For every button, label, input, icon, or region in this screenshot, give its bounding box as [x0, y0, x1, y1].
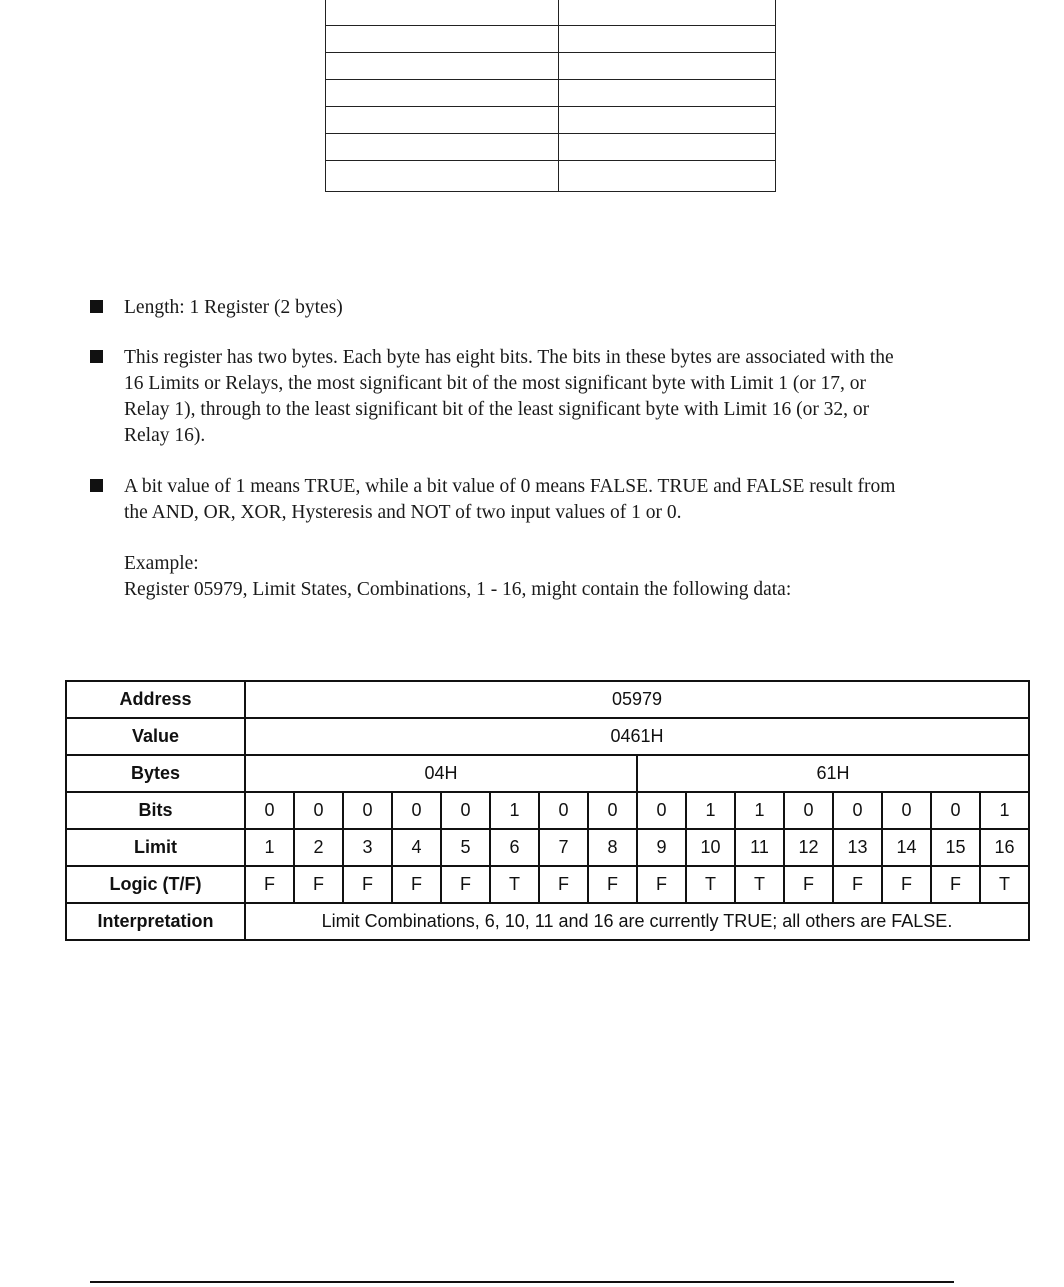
register-data-table [65, 680, 1030, 941]
limit-cell: 10 [686, 829, 735, 866]
logic-cell: F [294, 866, 343, 903]
logic-label: Logic (T/F) [66, 866, 245, 903]
square-bullet-icon [90, 300, 103, 313]
bit-cell: 0 [392, 792, 441, 829]
table-cell [559, 107, 776, 134]
table-row [326, 80, 776, 107]
bullet-bit-values [90, 474, 1010, 526]
table-row-logic [66, 866, 1029, 903]
bit-cell: 0 [588, 792, 637, 829]
square-bullet-icon [90, 350, 103, 363]
logic-cell: F [245, 866, 294, 903]
limit-cell: 15 [931, 829, 980, 866]
top-empty-table [325, 0, 776, 192]
bit-cell: 0 [294, 792, 343, 829]
table-row [326, 107, 776, 134]
logic-cell: F [637, 866, 686, 903]
table-cell [559, 53, 776, 80]
table-cell [326, 161, 559, 192]
bit-cell: 0 [931, 792, 980, 829]
bullet-text [124, 345, 1010, 449]
bit-cell: 0 [539, 792, 588, 829]
logic-cell: T [490, 866, 539, 903]
bit-cell: 1 [980, 792, 1029, 829]
table-row [326, 161, 776, 192]
table-cell [559, 26, 776, 53]
limit-cell: 16 [980, 829, 1029, 866]
table-cell [326, 80, 559, 107]
table-row [326, 0, 776, 26]
footer-rule [90, 1281, 954, 1283]
text-line: Relay 16). [124, 425, 206, 446]
bullet-bytes [90, 345, 1010, 449]
logic-cell: T [735, 866, 784, 903]
limit-cell: 11 [735, 829, 784, 866]
limit-cell: 3 [343, 829, 392, 866]
logic-cell: F [882, 866, 931, 903]
example-text: Register 05979, Limit States, Combinations, 1 - 16, might contain the following data: [124, 579, 792, 600]
table-cell [559, 134, 776, 161]
table-row-bits [66, 792, 1029, 829]
square-bullet-icon [90, 479, 103, 492]
bullet-text: Length: 1 Register (2 bytes) [124, 297, 343, 318]
address-label: Address [66, 681, 245, 718]
limit-cell: 9 [637, 829, 686, 866]
logic-cell: F [784, 866, 833, 903]
logic-cell: T [686, 866, 735, 903]
limit-cell: 5 [441, 829, 490, 866]
table-row-interpretation [66, 903, 1029, 940]
table-row-bytes [66, 755, 1029, 792]
bullet-text [124, 474, 1010, 526]
example-paragraph [124, 551, 1024, 603]
logic-cell: F [833, 866, 882, 903]
limit-cell: 1 [245, 829, 294, 866]
bit-cell: 0 [637, 792, 686, 829]
bullet-length [90, 295, 1010, 321]
bit-cell: 0 [833, 792, 882, 829]
table-row-value [66, 718, 1029, 755]
bit-cell: 0 [343, 792, 392, 829]
table-row-address [66, 681, 1029, 718]
limit-cell: 6 [490, 829, 539, 866]
logic-cell: F [539, 866, 588, 903]
table-cell [326, 134, 559, 161]
text-line: Relay 1), through to the least significant bit of the least significant byte with Limit 16 (or 32, or [124, 399, 870, 420]
byte-high: 04H [245, 755, 637, 792]
logic-cell: F [441, 866, 490, 903]
example-label: Example: [124, 553, 199, 574]
interpretation-value: Limit Combinations, 6, 10, 11 and 16 are currently TRUE; all others are FALSE. [245, 903, 1029, 940]
text-line: 16 Limits or Relays, the most significant bit of the most significant byte with Limit 1 (or 17, or [124, 373, 866, 394]
logic-cell: F [343, 866, 392, 903]
bit-cell: 0 [441, 792, 490, 829]
bit-cell: 0 [245, 792, 294, 829]
bit-cell: 1 [490, 792, 539, 829]
text-line: This register has two bytes. Each byte has eight bits. The bits in these bytes are associated with the [124, 347, 894, 368]
bits-label: Bits [66, 792, 245, 829]
logic-cell: F [931, 866, 980, 903]
text-line: the AND, OR, XOR, Hysteresis and NOT of two input values of 1 or 0. [124, 502, 682, 523]
table-row [326, 53, 776, 80]
table-cell [559, 161, 776, 192]
address-value: 05979 [245, 681, 1029, 718]
table-row [326, 26, 776, 53]
limit-cell: 13 [833, 829, 882, 866]
table-cell [326, 0, 559, 26]
logic-cell: T [980, 866, 1029, 903]
bit-cell: 0 [882, 792, 931, 829]
table-cell [326, 26, 559, 53]
text-line: A bit value of 1 means TRUE, while a bit value of 0 means FALSE. TRUE and FALSE result from [124, 476, 896, 497]
limit-cell: 4 [392, 829, 441, 866]
table-cell [559, 0, 776, 26]
bit-cell: 1 [735, 792, 784, 829]
interpretation-label: Interpretation [66, 903, 245, 940]
logic-cell: F [588, 866, 637, 903]
limit-cell: 12 [784, 829, 833, 866]
value-value: 0461H [245, 718, 1029, 755]
limit-cell: 14 [882, 829, 931, 866]
limit-cell: 7 [539, 829, 588, 866]
logic-cell: F [392, 866, 441, 903]
table-cell [326, 107, 559, 134]
table-row-limit [66, 829, 1029, 866]
limit-cell: 8 [588, 829, 637, 866]
limit-cell: 2 [294, 829, 343, 866]
byte-low: 61H [637, 755, 1029, 792]
bytes-label: Bytes [66, 755, 245, 792]
table-cell [326, 53, 559, 80]
table-cell [559, 80, 776, 107]
table-row [326, 134, 776, 161]
bit-cell: 0 [784, 792, 833, 829]
value-label: Value [66, 718, 245, 755]
limit-label: Limit [66, 829, 245, 866]
bit-cell: 1 [686, 792, 735, 829]
